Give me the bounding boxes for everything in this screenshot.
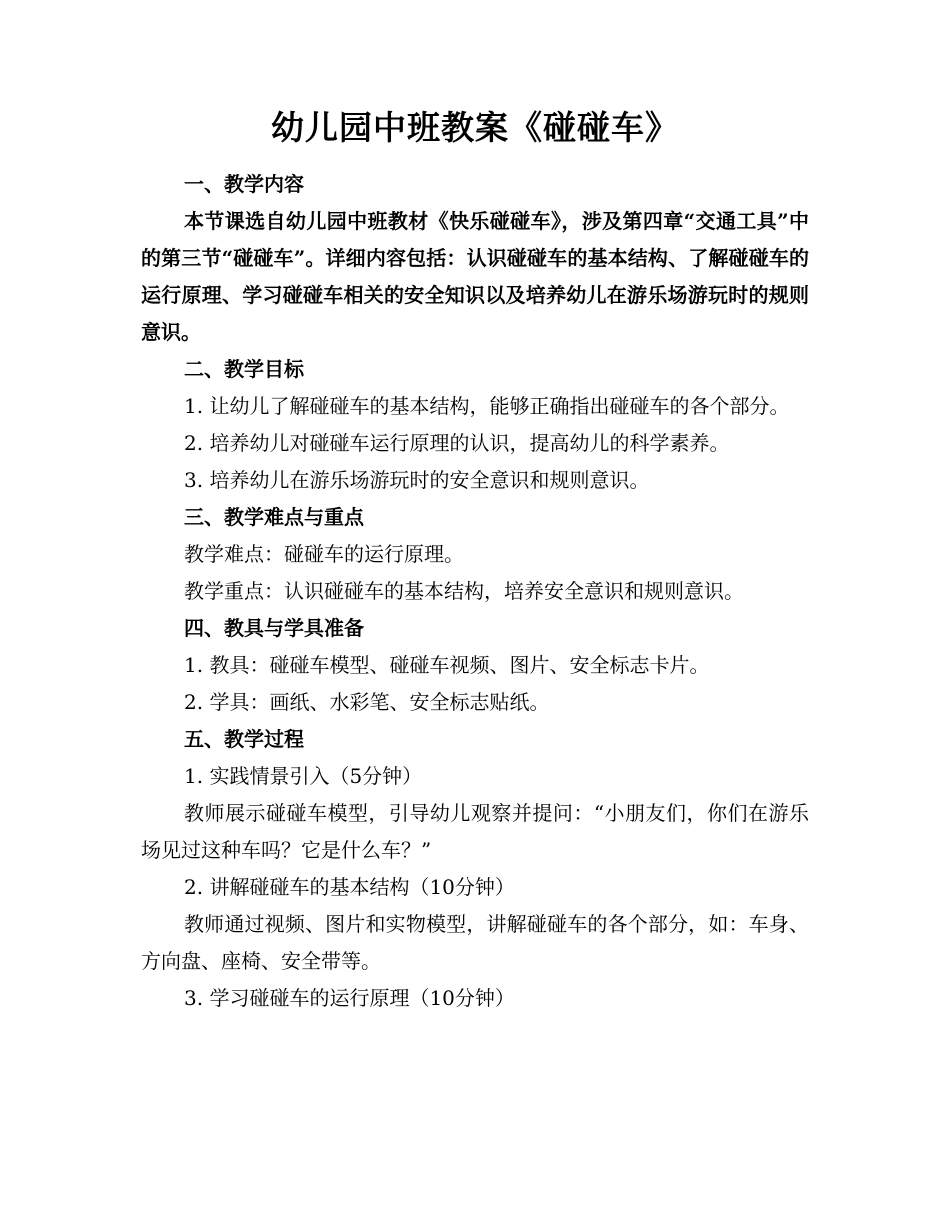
goal-item-3: 3. 培养幼儿在游乐场游玩时的安全意识和规则意识。 (184, 468, 650, 492)
process-step-2-text: 教师通过视频、图片和实物模型，讲解碰碰车的各个部分，如：车身、方向盘、座椅、安全带等。 (141, 912, 809, 973)
process-step-3-heading: 3. 学习碰碰车的运行原理（10分钟） (184, 986, 515, 1010)
process-step-1-text: 教师展示碰碰车模型，引导幼儿观察并提问：“小朋友们，你们在游乐场见过这种车吗？它是什么车？” (141, 801, 809, 862)
materials-item-2: 2. 学具：画纸、水彩笔、安全标志贴纸。 (184, 690, 550, 714)
paragraph-teaching-content: 本节课选自幼儿园中班教材《快乐碰碰车》，涉及第四章“交通工具”中的第三节“碰碰车”。详细内容包括：认识碰碰车的基本结构、了解碰碰车的运行原理、学习碰碰车相关的安全知识以及培养幼儿在游乐场游玩时的规则意识。 (141, 209, 809, 344)
section-heading-difficulties: 三、教学难点与重点 (184, 505, 364, 529)
key-point-text: 教学重点：认识碰碰车的基本结构，培养安全意识和规则意识。 (184, 579, 744, 603)
process-step-1-heading: 1. 实践情景引入（5分钟） (184, 764, 423, 788)
process-step-2-heading: 2. 讲解碰碰车的基本结构（10分钟） (184, 875, 515, 899)
materials-item-1: 1. 教具：碰碰车模型、碰碰车视频、图片、安全标志卡片。 (184, 653, 710, 677)
document-title: 幼儿园中班教案《碰碰车》 (271, 108, 679, 147)
goal-item-1: 1. 让幼儿了解碰碰车的基本结构，能够正确指出碰碰车的各个部分。 (184, 394, 790, 418)
section-heading-process: 五、教学过程 (184, 727, 304, 751)
difficulty-text: 教学难点：碰碰车的运行原理。 (184, 542, 464, 566)
section-heading-materials: 四、教具与学具准备 (184, 616, 364, 640)
document-body (141, 166, 809, 1017)
section-heading-teaching-goals: 二、教学目标 (184, 357, 304, 381)
goal-item-2: 2. 培养幼儿对碰碰车运行原理的认识，提高幼儿的科学素养。 (184, 431, 730, 455)
section-heading-teaching-content: 一、教学内容 (184, 172, 304, 196)
